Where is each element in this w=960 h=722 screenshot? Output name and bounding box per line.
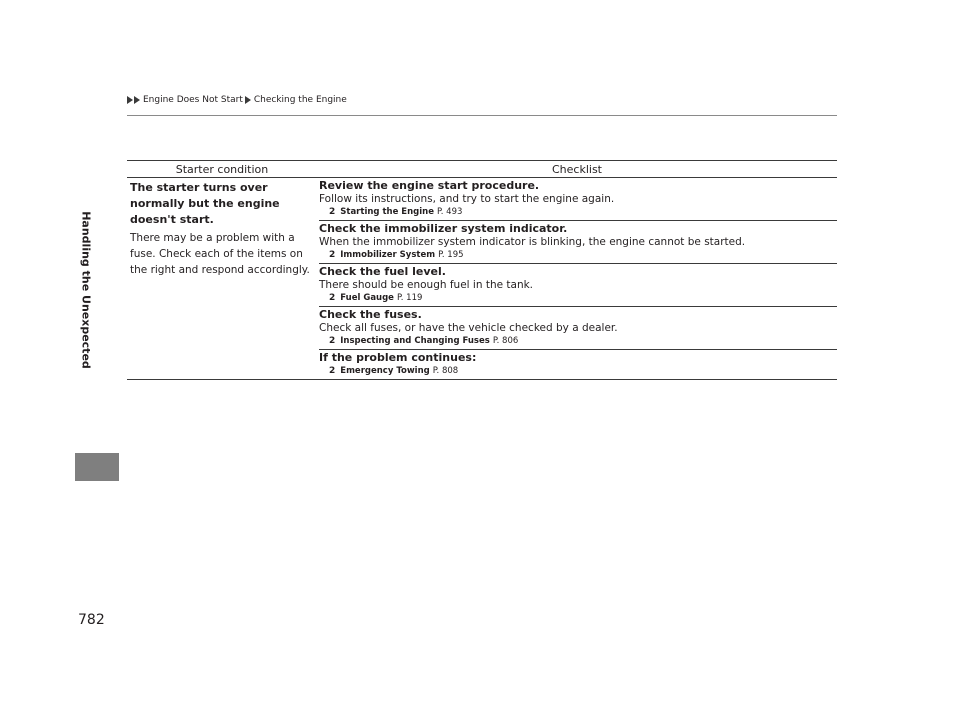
checklist-item-title: Check the fuses. [319, 308, 422, 321]
cross-reference-link[interactable] [319, 249, 837, 261]
checklist-item-body: When the immobilizer system indicator is blinking, the engine cannot be started. [319, 236, 746, 248]
troubleshooting-table [127, 160, 837, 380]
cross-reference-link[interactable] [319, 206, 837, 218]
checklist-item [319, 350, 837, 379]
breadcrumb-item[interactable]: Checking the Engine [253, 95, 347, 105]
checklist-item [319, 307, 837, 350]
column-header-checklist: Checklist [552, 162, 602, 176]
breadcrumb [127, 95, 349, 105]
page-number: 782 [78, 612, 105, 628]
reference-title: Starting the Engine [340, 207, 434, 217]
reference-title: Immobilizer System [340, 250, 436, 260]
starter-condition-cell [127, 178, 317, 379]
reference-arrow-icon: 2 [329, 207, 336, 217]
arrow-right-icon [245, 96, 251, 104]
checklist-item-title: Check the fuel level. [319, 265, 446, 278]
checklist-item [319, 221, 837, 264]
reference-page: P. 195 [438, 250, 464, 260]
checklist-item [319, 264, 837, 307]
arrow-right-icon [134, 96, 140, 104]
reference-page: P. 808 [432, 366, 459, 376]
reference-title: Fuel Gauge [340, 293, 394, 303]
reference-page: P. 493 [436, 207, 463, 217]
reference-arrow-icon: 2 [329, 336, 336, 346]
section-tab-marker[interactable] [75, 453, 119, 481]
condition-title: The starter turns over normally but the engine doesn't start. [130, 181, 280, 226]
section-tab-label: Handling the Unexpected [79, 211, 93, 369]
cross-reference-link[interactable] [319, 365, 837, 377]
condition-description: There may be a problem with a fuse. Check each of the items on the right and respond accordingly. [130, 232, 310, 276]
checklist-item-title: If the problem continues: [319, 351, 477, 364]
reference-arrow-icon: 2 [329, 250, 336, 260]
arrow-right-icon [127, 96, 133, 104]
cross-reference-link[interactable] [319, 292, 837, 304]
reference-page: P. 806 [492, 336, 519, 346]
cross-reference-link[interactable] [319, 335, 837, 347]
header-divider [127, 115, 837, 116]
checklist-cell [317, 178, 837, 379]
checklist-item-body: There should be enough fuel in the tank. [319, 279, 534, 291]
checklist-item-title: Review the engine start procedure. [319, 179, 540, 192]
reference-arrow-icon: 2 [329, 366, 336, 376]
reference-arrow-icon: 2 [329, 293, 336, 303]
breadcrumb-item[interactable]: Engine Does Not Start [143, 95, 243, 105]
table-header [127, 160, 837, 178]
reference-page: P. 119 [396, 293, 423, 303]
table-row [127, 178, 837, 380]
reference-title: Inspecting and Changing Fuses [340, 336, 490, 346]
column-header-starter-condition: Starter condition [175, 162, 269, 176]
checklist-item-title: Check the immobilizer system indicator. [319, 222, 568, 235]
reference-title: Emergency Towing [340, 366, 430, 376]
checklist-item [319, 178, 837, 221]
checklist-item-body: Check all fuses, or have the vehicle checked by a dealer. [319, 322, 618, 334]
checklist-item-body: Follow its instructions, and try to start the engine again. [319, 193, 615, 205]
